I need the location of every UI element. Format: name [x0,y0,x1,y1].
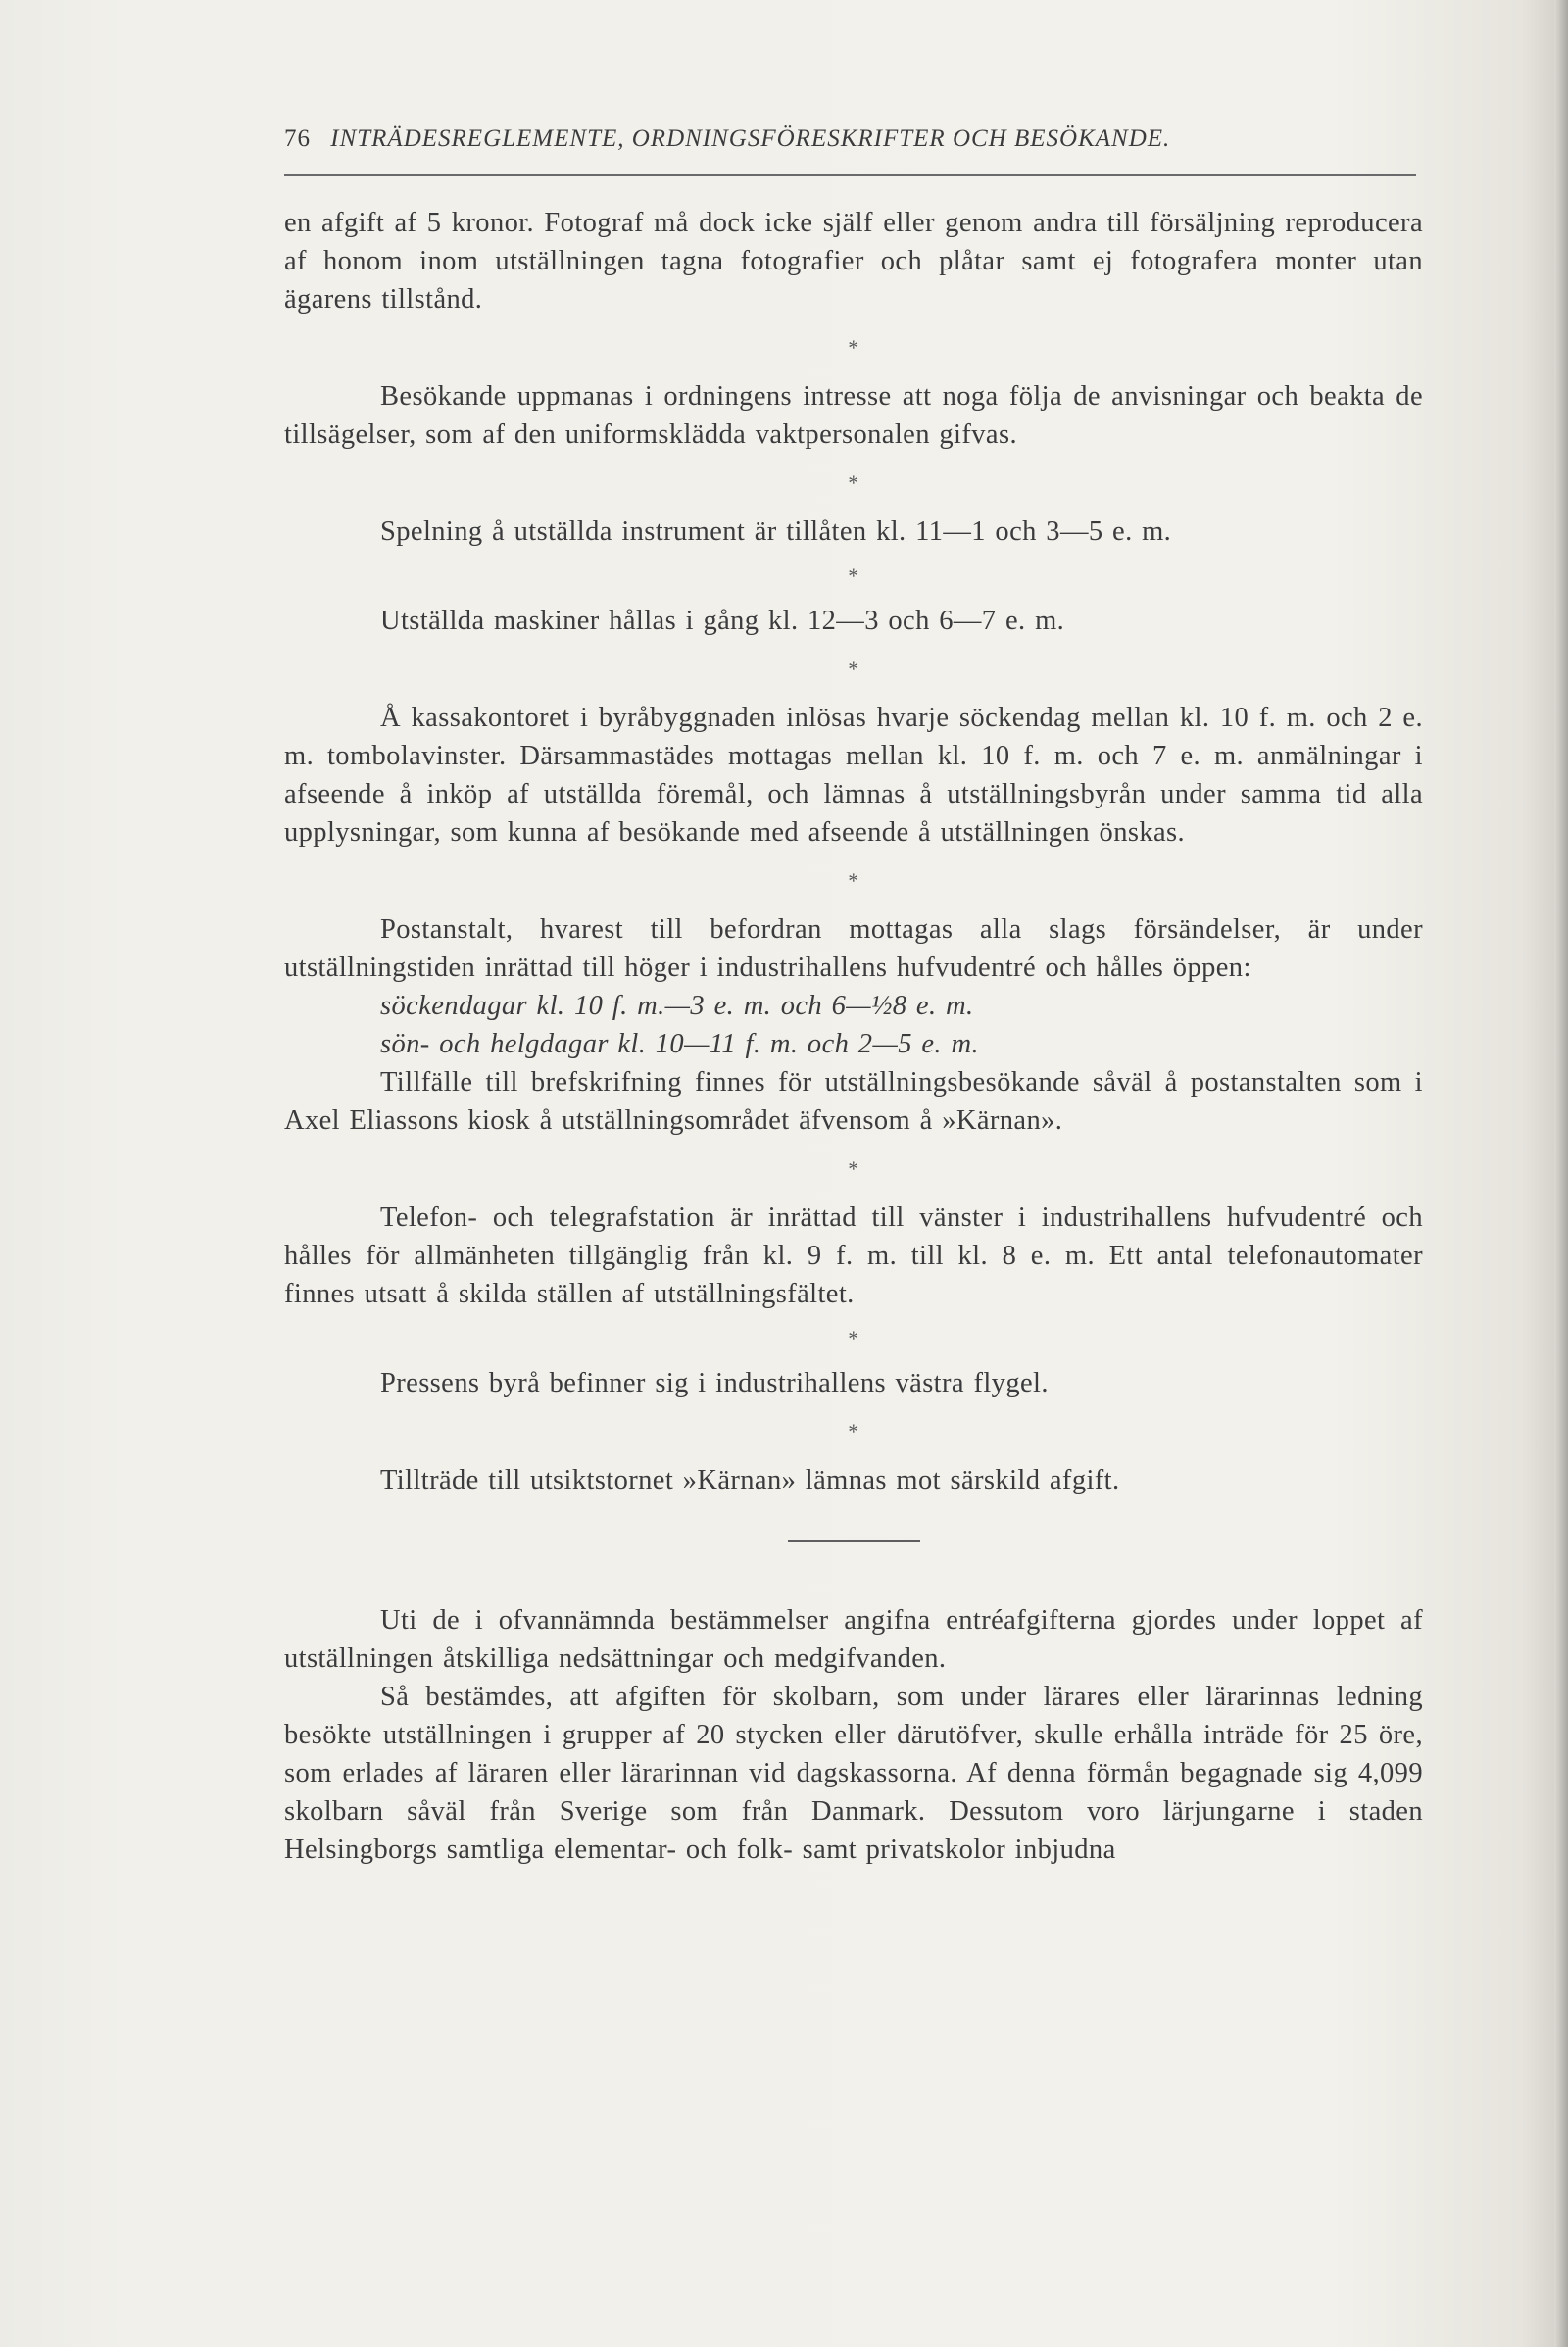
section-separator: * [848,868,859,893]
header-rule [284,174,1416,176]
section-separator: * [848,1419,859,1443]
section-separator: * [848,1156,859,1181]
paragraph-visitor-instructions: Besökande uppmanas i ordningens intresse att noga följa de anvisningar och beakta de tillsägelser, som af den uniformsklädda vaktpersonalen gifvas. [284,381,1423,450]
paragraph-machinery-hours: Utställda maskiner hållas i gång kl. 12—3 och 6—7 e. m. [380,606,1065,636]
post-hours-holidays: sön- och helgdagar kl. 10—11 f. m. och 2—5 e. m. [380,1029,979,1059]
page-number: 76 [284,125,311,152]
paragraph-cash-office: Å kassakontoret i byråbyggnaden inlösas hvarje söckendag mellan kl. 10 f. m. och 2 e. m. tombolavinster. Därsammastädes mottagas mellan kl. 10 f. m. och 7 e. m. anmälningar i afseende å inköp af utställda föremål, och lämnas å utställningsbyrån under samma tid alla upplysningar, som kunna af besökande med afseende å utställningen önskas. [284,703,1423,848]
section-separator: * [848,657,859,681]
running-header [284,125,1416,153]
paragraph-post-office: Postanstalt, hvarest till befordran mottagas alla slags försändelser, är under utställningstiden inrättad till höger i industrihallens hufvudentré och hålles öppen: [284,914,1423,983]
paragraph-instrument-playing: Spelning å utställda instrument är tillåten kl. 11—1 och 3—5 e. m. [380,516,1172,547]
paragraph-school-children: Så bestämdes, att afgiften för skolbarn, som under lärares eller lärarinnas ledning besökte utställningen i grupper af 20 stycken eller därutöfver, skulle erhålla inträde för 25 öre, som erlades af läraren eller lärarinnan vid dagskassorna. Af denna förmån begagnade sig 4,099 skolbarn såväl från Sverige som från Danmark. Dessutom voro lärjungarne i staden Helsingborgs samtliga elementar- och folk- samt privatskolor inbjudna [284,1682,1423,1865]
section-separator: * [848,335,859,360]
paragraph-photography-fee: en afgift af 5 kronor. Fotograf må dock icke själf eller genom andra till försäljning reproducera af honom inom utställningen tagna fotografier och plåtar samt ej fotografera monter utan ägarens tillstånd. [284,208,1423,315]
paragraph-fee-reductions: Uti de i ofvannämnda bestämmelser angifna entréafgifterna gjordes under loppet af utställningen åtskilliga nedsättningar och medgifvanden. [284,1605,1423,1674]
section-divider [788,1540,920,1542]
page-edge-shadow [1554,0,1568,2347]
header-title: INTRÄDESREGLEMENTE, ORDNINGSFÖRESKRIFTER OCH BESÖKANDE. [330,125,1171,152]
section-separator: * [848,1326,859,1350]
paragraph-press-office: Pressens byrå befinner sig i industrihallens västra flygel. [380,1368,1049,1398]
page-body [284,204,1423,1869]
section-separator: * [848,563,859,588]
post-hours-weekdays: söckendagar kl. 10 f. m.—3 e. m. och 6—½8 e. m. [380,991,974,1021]
section-separator: * [848,470,859,495]
paragraph-observation-tower: Tillträde till utsiktstornet »Kärnan» lämnas mot särskild afgift. [380,1465,1120,1495]
paragraph-letter-writing: Tillfälle till brefskrifning finnes för utställningsbesökande såväl å postanstalten som i Axel Eliassons kiosk å utställningsområdet äfvensom å »Kärnan». [284,1067,1423,1136]
paragraph-telephone: Telefon- och telegrafstation är inrättad till vänster i industrihallens hufvudentré och hålles för allmänheten tillgänglig från kl. 9 f. m. till kl. 8 e. m. Ett antal telefonautomater finnes utsatt å skilda ställen af utställningsfältet. [284,1202,1423,1309]
